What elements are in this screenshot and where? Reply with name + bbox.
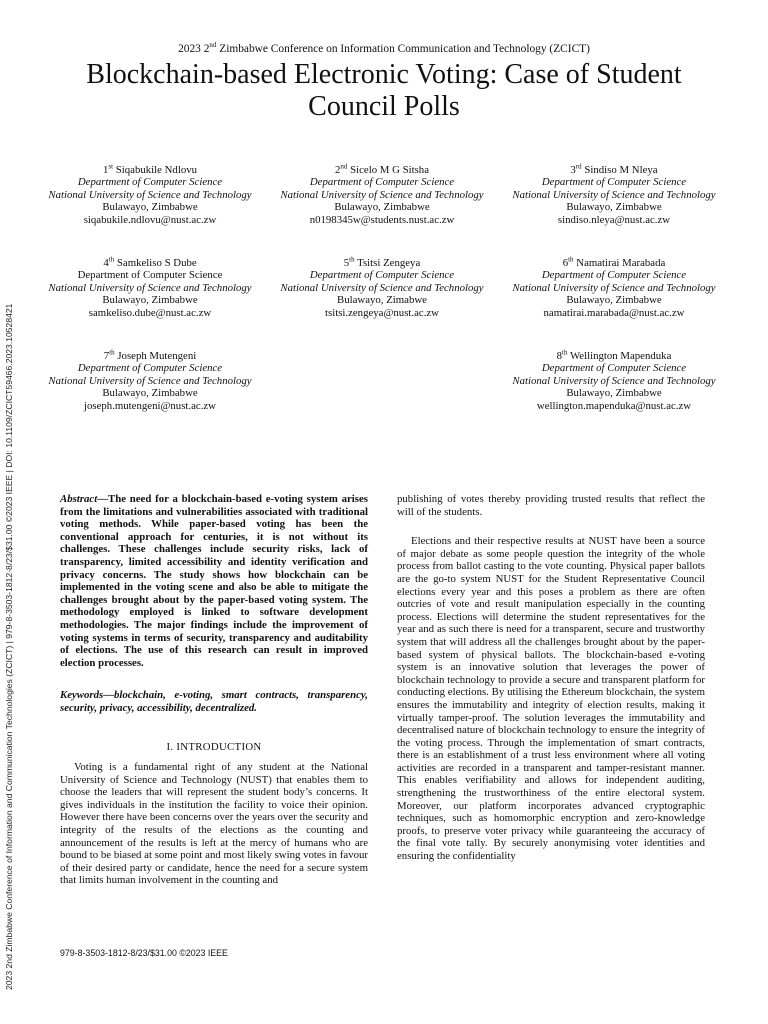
author-city: Bulawayo, Zimbabwe	[102, 387, 198, 400]
author-8	[504, 350, 724, 412]
side-doi-strip: 2023 2nd Zimbabwe Conference of Information and Communication Technologies (ZCICT) | 979-8-3503-1812-8/23/$31.00 ©2023 IEEE | DOI: 10.1109/ZCICT59466.2023.10528421	[4, 303, 14, 990]
paper-title: Blockchain-based Electronic Voting: Case of Student Council Polls	[86, 59, 682, 122]
author-univ: National University of Science and Technology	[48, 188, 252, 201]
author-name: 7th Joseph Mutengeni	[103, 348, 197, 362]
author-name: 4th Samkeliso S Dube	[103, 255, 197, 269]
author-dept: Department of Computer Science	[77, 269, 223, 282]
author-dept: Department of Computer Science	[541, 362, 687, 375]
author-1	[40, 164, 260, 226]
author-univ: National University of Science and Technology	[280, 188, 484, 201]
conference-header: 2023 2nd Zimbabwe Conference on Information Communication and Technology (ZCICT)	[178, 41, 590, 55]
author-name: 3rd Sindiso M Nleya	[570, 162, 658, 176]
author-univ: National University of Science and Technology	[48, 374, 252, 387]
author-name: 5th Tsitsi Zengeya	[343, 255, 421, 269]
author-dept: Department of Computer Science	[309, 176, 455, 189]
author-email: n0198345w@students.nust.ac.zw	[309, 213, 455, 226]
copyright-footer: 979-8-3503-1812-8/23/$31.00 ©2023 IEEE	[60, 948, 228, 958]
intro-paragraph-1: Voting is a fundamental right of any student at the National University of Science and Technology (NUST) that enables them to choose the leaders that will represent the student body’s concerns. It gives individuals in the institution the facility to voice their opinion. However there have been concerns over the years over the security and integrity of the results of the elections as the counting and announcement of the results is left at the mercy of humans who are bound to be biased at some point and most likely swing votes in favour of their desired party or candidate, hence the need for a secure system that limits human involvement in the counting and	[60, 761, 368, 887]
author-name: 2nd Sicelo M G Sitsha	[335, 162, 429, 176]
author-city: Bulawayo, Zimabwe	[337, 294, 427, 307]
author-name: 8th Wellington Mapenduka	[556, 348, 672, 362]
author-name: 6th Namatirai Marabada	[562, 255, 666, 269]
author-name: 1st Siqabukile Ndlovu	[102, 162, 198, 176]
author-7	[40, 350, 260, 412]
author-email: tsitsi.zengeya@nust.ac.zw	[325, 306, 439, 319]
author-email: sindiso.nleya@nust.ac.zw	[557, 213, 671, 226]
author-6	[504, 257, 724, 319]
author-2	[272, 164, 492, 226]
intro-paragraph-1-continued: publishing of votes thereby providing trusted results that reflect the will of the students.	[397, 493, 705, 518]
left-column	[60, 493, 368, 887]
author-city: Bulawayo, Zimbabwe	[102, 201, 198, 214]
author-email: namatirai.marabada@nust.ac.zw	[543, 306, 685, 319]
author-dept: Department of Computer Science	[77, 362, 223, 375]
author-5	[272, 257, 492, 319]
author-univ: National University of Science and Technology	[48, 281, 252, 294]
author-univ: National University of Science and Technology	[512, 188, 716, 201]
intro-paragraph-2: Elections and their respective results at NUST have been a source of major debate as some people question the integrity of the whole process from ballot casting to the vote counting. Physical paper ballots are the go-to system NUST for the Student Representative Council elections every year and this poses a problem as there are often outcries of vote and result manipulation especially in the counting process. Elections will determine the student representatives for the year and as such there is need for a transparent, secure and trustworthy system that will address all the challenges brought about by the paper-based system of physical ballots. The blockchain-based e-voting system is an innovative solution that leverages the power of blockchain technology to provide a secure and transparent platform for conducting elections. By utilising the Ethereum blockchain, the system ensures the immutability and integrity of election results, making it virtually tamper-proof. The solution leverages the immutability and decentralised nature of blockchain technology to ensure the integrity of the voting process. Through the implementation of smart contracts, there is an establishment of a trust less environment where all voting activities are recorded in a transparent and tamper-resistant manner. This enables verifiability and allows for independent auditing, strengthening the trustworthiness of the entire electoral system. Moreover, our platform incorporates advanced cryptographic techniques, such as homomorphic encryption and zero-knowledge proofs, to preserve voter privacy while guaranteeing the accuracy of the final vote tally. By securely anonymising voter identities and ensuring the confidentiality	[397, 535, 705, 863]
author-dept: Department of Computer Science	[77, 176, 223, 189]
author-dept: Department of Computer Science	[541, 176, 687, 189]
author-email: joseph.mutengeni@nust.ac.zw	[84, 399, 216, 412]
author-city: Bulawayo, Zimbabwe	[334, 201, 430, 214]
author-city: Bulawayo, Zimbabwe	[566, 201, 662, 214]
author-email: samkeliso.dube@nust.ac.zw	[88, 306, 212, 319]
author-city: Bulawayo, Zimbabwe	[566, 294, 662, 307]
author-city: Bulawayo, Zimbabwe	[566, 387, 662, 400]
author-email: siqabukile.ndlovu@nust.ac.zw	[83, 213, 217, 226]
author-email: wellington.mapenduka@nust.ac.zw	[536, 399, 692, 412]
author-univ: National University of Science and Technology	[512, 374, 716, 387]
author-4	[40, 257, 260, 319]
author-univ: National University of Science and Technology	[280, 281, 484, 294]
abstract: Abstract—The need for a blockchain-based e-voting system arises from the limitations and vulnerabilities associated with traditional voting methods. While paper-based voting has been the conventional approach for centuries, it is not without its challenges. These challenges include security risks, lack of transparency, limited accessibility and identity verification and privacy concerns. The study shows how blockchain can be implemented in the voting scene and also be able to mitigate the challenges brought about by the paper-based voting system. The methodology employed is linked to software development methodologies. The major findings include the improvement of voting systems in terms of security, transparency and auditability of elections. The use of this research can result in improved election processes.	[60, 493, 368, 669]
keywords: Keywords—blockchain, e-voting, smart contracts, transparency, security, privacy, accessibility, decentralized.	[60, 689, 368, 714]
section-heading-introduction: I. INTRODUCTION	[166, 740, 262, 753]
right-column	[397, 493, 705, 863]
author-dept: Department of Computer Science	[309, 269, 455, 282]
author-3	[504, 164, 724, 226]
author-univ: National University of Science and Technology	[512, 281, 716, 294]
author-city: Bulawayo, Zimbabwe	[102, 294, 198, 307]
author-dept: Department of Computer Science	[541, 269, 687, 282]
